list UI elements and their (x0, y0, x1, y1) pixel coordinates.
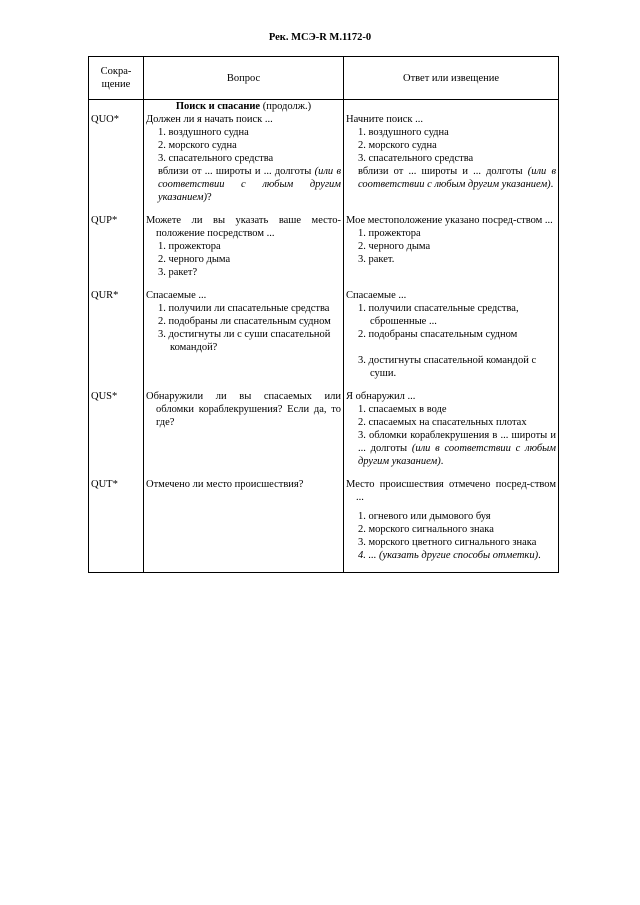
header-question: Вопрос (144, 57, 344, 100)
question-cell: Должен ли я начать поиск ... 1. воздушного судна 2. морского судна 3. спасательного средства вблизи от ... широты и ... долготы (или в соответствии с любым другим указанием)? (144, 113, 344, 214)
header-answer: Ответ или извещение (344, 57, 559, 100)
header-abbreviation: Сокра- щение (89, 57, 144, 100)
question-cell: Можете ли вы указать ваше место-положение посредством ... 1. прожектора 2. черного дыма 3. ракет? (144, 214, 344, 289)
page-header: Рек. МСЭ-R M.1172-0 (268, 32, 372, 43)
answer-cell: Спасаемые ... 1. получили спасательные средства, сброшенные ... 2. подобраны спасательным судном 3. достигнуты спасательной командой с суши. (344, 289, 559, 390)
code-cell: QUO* (89, 113, 144, 214)
table-header-row (89, 57, 559, 100)
code-cell: QUT* (89, 478, 144, 573)
question-cell: Обнаружили ли вы спасаемых или обломки кораблекрушения? Если да, то где? (144, 390, 344, 478)
table-row-qur (89, 289, 559, 390)
question-cell: Спасаемые ... 1. получили ли спасательные средства 2. подобраны ли спасательным судном 3. достигнуты ли с суши спасательной командой? (144, 289, 344, 390)
code-cell: QUR* (89, 289, 144, 390)
answer-cell: Я обнаружил ... 1. спасаемых в воде 2. спасаемых на спасательных плотах 3. обломки кораблекрушения в ... широты и ... долготы (или в соответствии с любым другим указанием). (344, 390, 559, 478)
section-title: Поиск и спасание (продолж.) (144, 100, 344, 114)
question-cell: Отмечено ли место происшествия? (144, 478, 344, 573)
table-row-qus (89, 390, 559, 478)
table-row-qup (89, 214, 559, 289)
answer-cell: Мое местоположение указано посред-ством ... 1. прожектора 2. черного дыма 3. ракет. (344, 214, 559, 289)
codes-table (88, 56, 559, 573)
code-cell: QUS* (89, 390, 144, 478)
code-cell: QUP* (89, 214, 144, 289)
section-row (89, 100, 559, 114)
table-row-quo (89, 113, 559, 214)
answer-cell: Начните поиск ... 1. воздушного судна 2. морского судна 3. спасательного средства вблизи от ... широты и ... долготы (или в соответствии с любым другим указанием). (344, 113, 559, 214)
answer-cell: Место происшествия отмечено посред-ством ... 1. огневого или дымового буя 2. морского сигнального знака 3. морского цветного сигнального знака 4. ... (указать другие способы отметки). (344, 478, 559, 573)
table-row-qut (89, 478, 559, 573)
